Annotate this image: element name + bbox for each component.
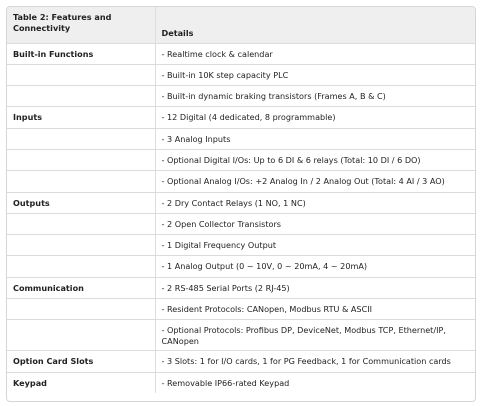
features-table-container bbox=[6, 6, 476, 402]
category-cell bbox=[7, 320, 155, 351]
detail-cell: - 3 Analog Inputs bbox=[155, 128, 475, 149]
table-row bbox=[7, 86, 475, 107]
category-cell bbox=[7, 86, 155, 107]
table-row bbox=[7, 213, 475, 234]
table-row bbox=[7, 107, 475, 128]
detail-cell: - Realtime clock & calendar bbox=[155, 43, 475, 64]
detail-cell: - 3 Slots: 1 for I/O cards, 1 for PG Feedback, 1 for Communication cards bbox=[155, 351, 475, 372]
category-cell bbox=[7, 235, 155, 256]
table-row bbox=[7, 128, 475, 149]
detail-cell: - Resident Protocols: CANopen, Modbus RTU & ASCII bbox=[155, 299, 475, 320]
table-row bbox=[7, 235, 475, 256]
category-cell: Outputs bbox=[7, 192, 155, 213]
table-caption-header: Table 2: Features and Connectivity bbox=[7, 7, 155, 43]
category-cell bbox=[7, 64, 155, 85]
category-cell bbox=[7, 149, 155, 170]
category-cell: Option Card Slots bbox=[7, 351, 155, 372]
category-cell: Communication bbox=[7, 277, 155, 298]
table-row bbox=[7, 299, 475, 320]
table-row bbox=[7, 256, 475, 277]
detail-cell: - 12 Digital (4 dedicated, 8 programmable) bbox=[155, 107, 475, 128]
category-cell: Keypad bbox=[7, 372, 155, 393]
table-row bbox=[7, 149, 475, 170]
detail-cell: - Removable IP66-rated Keypad bbox=[161, 377, 290, 388]
table-header-row bbox=[7, 7, 475, 43]
category-cell bbox=[7, 171, 155, 192]
table-row bbox=[7, 171, 475, 192]
category-cell bbox=[7, 299, 155, 320]
category-cell bbox=[7, 256, 155, 277]
table-row bbox=[7, 43, 475, 64]
category-cell: Inputs bbox=[7, 107, 155, 128]
table-row bbox=[7, 320, 475, 351]
detail-cell: - 1 Digital Frequency Output bbox=[155, 235, 475, 256]
table-row bbox=[7, 372, 475, 393]
detail-cell: - 2 Dry Contact Relays (1 NO, 1 NC) bbox=[155, 192, 475, 213]
detail-cell: - 2 RS-485 Serial Ports (2 RJ-45) bbox=[155, 277, 475, 298]
detail-cell: - Built-in dynamic braking transistors (Frames A, B & C) bbox=[155, 86, 475, 107]
detail-cell: - Optional Digital I/Os: Up to 6 DI & 6 relays (Total: 10 DI / 6 DO) bbox=[155, 149, 475, 170]
detail-cell: - Optional Protocols: Profibus DP, DeviceNet, Modbus TCP, Ethernet/IP, CANopen bbox=[155, 320, 475, 351]
table-row bbox=[7, 351, 475, 372]
details-column-header: Details bbox=[155, 7, 475, 43]
table-row bbox=[7, 192, 475, 213]
features-table bbox=[7, 7, 475, 393]
detail-cell: - Built-in 10K step capacity PLC bbox=[155, 64, 475, 85]
category-cell bbox=[7, 213, 155, 234]
detail-cell: - Optional Analog I/Os: +2 Analog In / 2 Analog Out (Total: 4 AI / 3 AO) bbox=[155, 171, 475, 192]
category-cell bbox=[7, 128, 155, 149]
detail-cell: - 1 Analog Output (0 ~ 10V, 0 ~ 20mA, 4 ~ 20mA) bbox=[155, 256, 475, 277]
table-row bbox=[7, 277, 475, 298]
detail-cell: - 2 Open Collector Transistors bbox=[155, 213, 475, 234]
table-row bbox=[7, 64, 475, 85]
category-cell: Built-in Functions bbox=[7, 43, 155, 64]
